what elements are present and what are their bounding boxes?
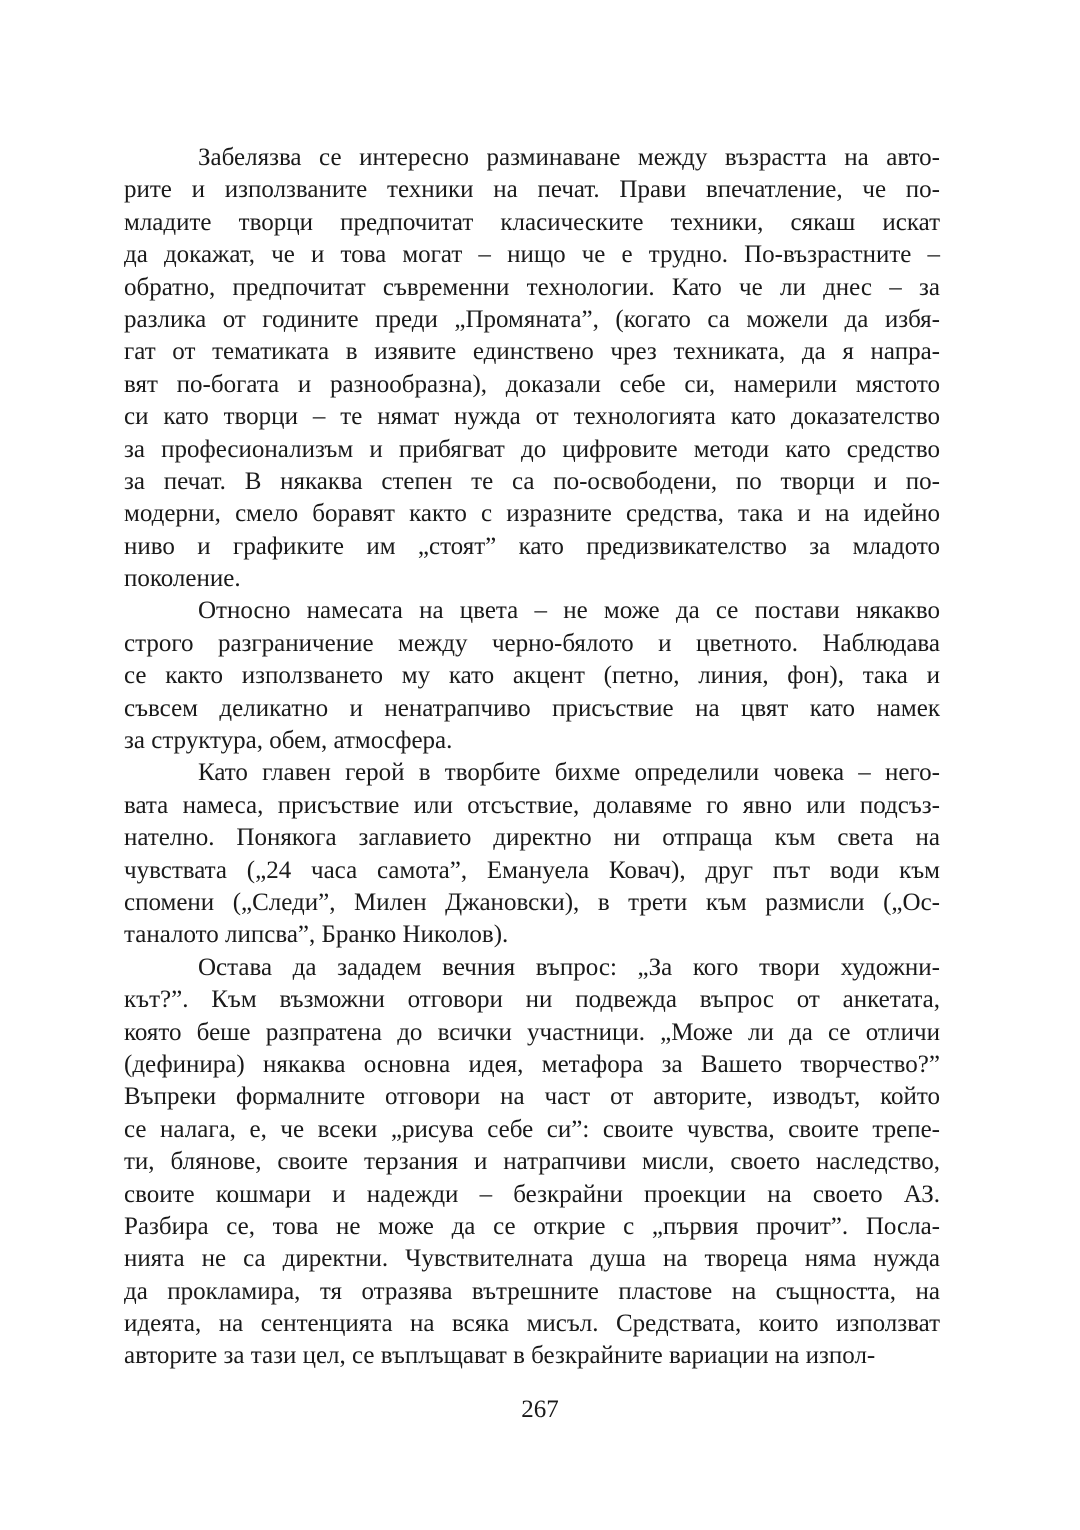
text-line: Относно намесата на цвета – не може да се постави някакво <box>198 597 940 625</box>
text-line: вата намеса, присъствие или отсъствие, долавяме го явно или подсъз- <box>124 791 940 819</box>
paragraph <box>124 952 940 1373</box>
text-line: нията не са директни. Чувствителната душа на твореца няма нужда <box>124 1245 940 1273</box>
text-line: която беше разпратена до всички участници. „Може ли да се отличи <box>124 1018 940 1046</box>
text-line: модерни, смело боравят както с изразните средства, така и на идейно <box>124 500 940 528</box>
body-text <box>124 142 940 1373</box>
paragraph <box>124 757 940 951</box>
text-line: Забелязва се интересно разминаване между възрастта на авто- <box>198 144 940 171</box>
text-line: кът?”. Към възможни отговори ни подвежда въпрос от анкетата, <box>124 986 940 1014</box>
text-line: си като творци – те нямат нужда от технологията като доказателство <box>124 403 940 431</box>
text-line: за професионализъм и прибягват до цифровите методи като средство <box>124 435 940 463</box>
text-line: рите и използваните техники на печат. Прави впечатление, че по- <box>124 176 940 204</box>
text-line: ти, блянове, своите терзания и натрапчиви мисли, своето наследство, <box>124 1148 940 1176</box>
text-line: (дефинира) някаква основна идея, метафора за Вашето творчество?” <box>124 1050 940 1078</box>
text-line: вят по-богата и разнообразна), доказали себе си, намерили мястото <box>124 370 940 398</box>
text-line: съвсем деликатно и ненатрапчиво присъствие на цвят като намек <box>124 694 940 722</box>
text-line: чувствата („24 часа самота”, Емануела Ковач), друг път води към <box>124 856 940 884</box>
text-line: за структура, обем, атмосфера. <box>124 727 453 755</box>
text-line: разлика от годините преди „Промяната”, (когато са можели да избя- <box>124 305 940 333</box>
page-number: 267 <box>521 1396 559 1423</box>
text-line: се налага, е, че всеки „рисува себе си”: своите чувства, своите трепе- <box>124 1115 940 1143</box>
text-line: гат от тематиката в изявите единствено чрез техниката, да я напра- <box>124 338 940 366</box>
text-line: строго разграничение между черно-бялото и цветното. Наблюдава <box>124 629 940 657</box>
paragraph <box>124 142 940 595</box>
text-line: своите кошмари и надежди – безкрайни проекции на своето АЗ. <box>124 1180 940 1208</box>
text-line: идеята, на сентенцията на всяка мисъл. Средствата, които използват <box>124 1310 940 1338</box>
text-line: Остава да зададем вечния въпрос: „За кого твори художни- <box>198 953 940 981</box>
text-line: младите творци предпочитат класическите техники, сякаш искат <box>124 208 940 236</box>
text-line: спомени („Следи”, Милен Джановски), в трети към размисли („Ос- <box>124 888 940 916</box>
text-line: се както използването му като акцент (петно, линия, фон), така и <box>124 662 940 690</box>
text-line: Въпреки формалните отговори на част от авторите, изводът, който <box>124 1083 940 1111</box>
text-line: поколение. <box>124 565 241 593</box>
text-line: таналото липсва”, Бранко Николов). <box>124 921 509 949</box>
text-line: да докажат, че и това могат – нищо че е трудно. По-възрастните – <box>124 241 940 269</box>
text-line: Разбира се, това не може да се открие с „първия прочит”. Посла- <box>124 1212 940 1240</box>
text-line: Като главен герой в творбите бихме определили човека – него- <box>198 759 940 787</box>
text-line: нателно. Понякога заглавието директно ни отпраща към света на <box>124 824 940 852</box>
text-line: ниво и графиките им „стоят” като предизвикателство за младото <box>124 532 940 560</box>
text-line: за печат. В някаква степен те са по-освободени, по творци и по- <box>124 467 940 495</box>
text-line: обратно, предпочитат съвременни технологии. Като че ли днес – за <box>124 273 940 301</box>
text-line: да прокламира, тя отразява вътрешните пластове на същността, на <box>124 1277 940 1305</box>
paragraph <box>124 595 940 757</box>
text-line: авторите за тази цел, се въплъщават в безкрайните вариации на изпол- <box>124 1342 876 1370</box>
